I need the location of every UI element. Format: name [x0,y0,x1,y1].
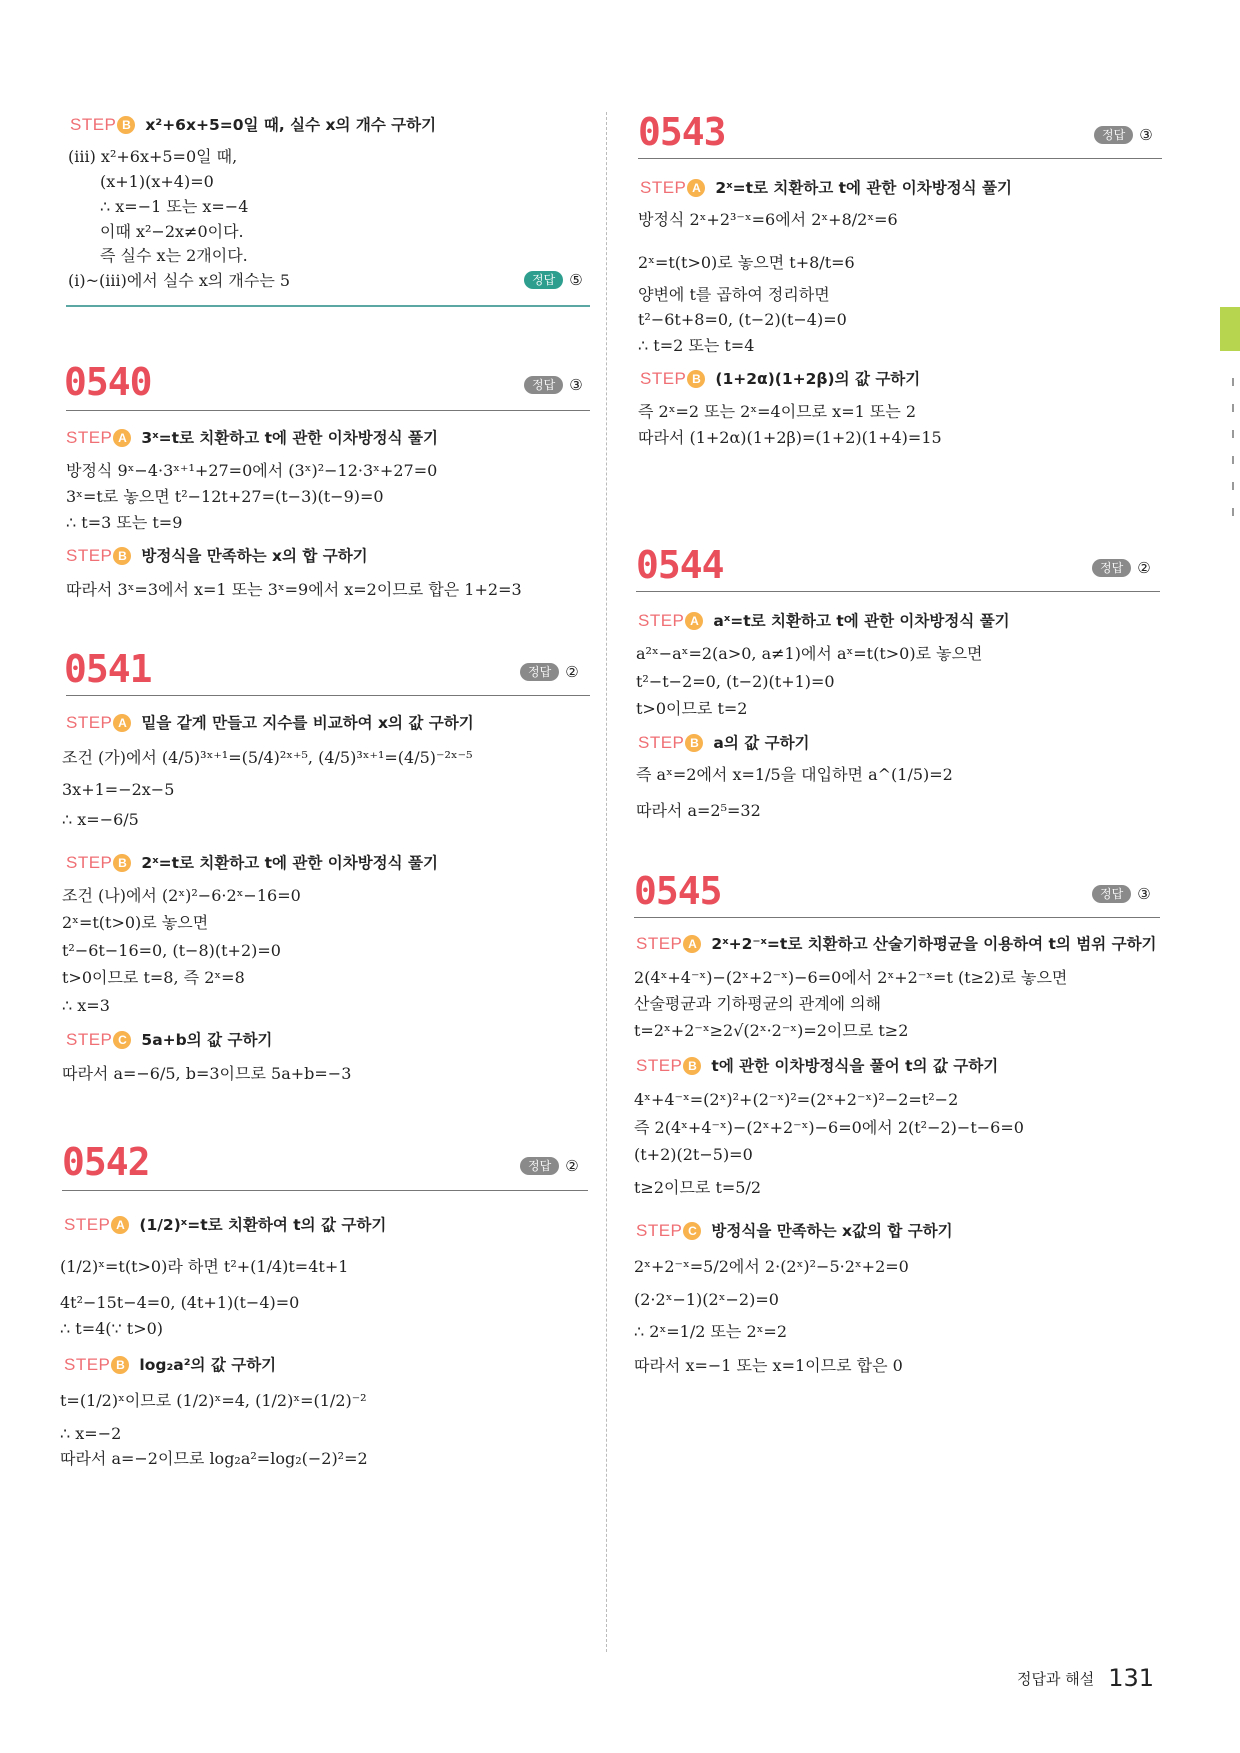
text-line: 4t²−15t−4=0, (4t+1)(t−4)=0 [60,1293,300,1312]
step-b-header: STEP B x²+6x+5=0일 때, 실수 x의 개수 구하기 [70,115,437,134]
text-line: (t+2)(2t−5)=0 [634,1145,753,1164]
answer-badge: 정답 ② [520,1157,579,1175]
header-rule [66,410,590,411]
text-line: 즉 실수 x는 2개이다. [100,246,248,265]
text-line: 양변에 t를 곱하여 정리하면 [638,285,830,304]
header-rule [638,158,1162,159]
answer-badge: 정답 ② [520,663,579,681]
text-line: 2(4ˣ+4⁻ˣ)−(2ˣ+2⁻ˣ)−6=0에서 2ˣ+2⁻ˣ=t (t≥2)로 놓으면 [634,968,1068,987]
text-line: 3x+1=−2x−5 [62,780,175,799]
text-line: (x+1)(x+4)=0 [100,172,214,191]
text-line: (1/2)ˣ=t(t>0)라 하면 t²+(1/4)t=4t+1 [60,1257,349,1276]
problem-number: 0540 [64,360,152,404]
text-line: 즉 2(4ˣ+4⁻ˣ)−(2ˣ+2⁻ˣ)−6=0에서 2(t²−2)−t−6=0 [634,1118,1024,1137]
text-line: ∴ x=−2 [60,1424,122,1443]
text-line: ∴ 2ˣ=1/2 또는 2ˣ=2 [634,1322,788,1341]
text-line: 2ˣ=t(t>0)로 놓으면 [62,913,209,932]
step-b-header: STEP B t에 관한 이차방정식을 풀어 t의 값 구하기 [636,1056,999,1075]
text-line: t²−6t+8=0, (t−2)(t−4)=0 [638,310,847,329]
text-line: a²ˣ−aˣ=2(a>0, a≠1)에서 aˣ=t(t>0)로 놓으면 [636,644,983,663]
page-footer [1017,1664,1154,1692]
problem-number: 0544 [636,543,724,587]
text-line: 방정식 9ˣ−4·3ˣ⁺¹+27=0에서 (3ˣ)²−12·3ˣ+27=0 [66,461,438,480]
step-a-header: STEP A 밑을 같게 만들고 지수를 비교하여 x의 값 구하기 [66,713,474,732]
step-b-header: STEP B 방정식을 만족하는 x의 합 구하기 [66,546,368,565]
text-line: 따라서 3ˣ=3에서 x=1 또는 3ˣ=9에서 x=2이므로 합은 1+2=3 [66,580,522,599]
answer-badge: 정답 ③ [1094,126,1153,144]
section-rule [66,305,590,307]
step-c-header: STEP C 5a+b의 값 구하기 [66,1030,273,1049]
text-line: t²−6t−16=0, (t−8)(t+2)=0 [62,941,281,960]
text-line: 4ˣ+4⁻ˣ=(2ˣ)²+(2⁻ˣ)²=(2ˣ+2⁻ˣ)²−2=t²−2 [634,1090,959,1109]
header-rule [636,591,1160,592]
text-line: 따라서 (1+2α)(1+2β)=(1+2)(1+4)=15 [638,428,942,447]
problem-number: 0545 [634,869,722,913]
text-line: (ⅰ)~(ⅲ)에서 실수 x의 개수는 5 [68,271,291,290]
text-line: 방정식 2ˣ+2³⁻ˣ=6에서 2ˣ+8/2ˣ=6 [638,210,898,229]
step-a-header: STEP A (1/2)ˣ=t로 치환하여 t의 값 구하기 [64,1215,387,1234]
side-marks [1232,378,1234,518]
text-line: t>0이므로 t=2 [636,699,748,718]
text-line: t²−t−2=0, (t−2)(t+1)=0 [636,672,835,691]
text-line: 따라서 a=2⁵=32 [636,801,761,820]
text-line: t≥2이므로 t=5/2 [634,1178,762,1197]
text-line: ∴ t=3 또는 t=9 [66,513,183,532]
text-line: 조건 (나)에서 (2ˣ)²−6·2ˣ−16=0 [62,886,301,905]
text-line: 따라서 a=−2이므로 log₂a²=log₂(−2)²=2 [60,1449,368,1468]
text-line: 2ˣ=t(t>0)로 놓으면 t+8/t=6 [638,253,855,272]
step-b-header: STEP B log₂a²의 값 구하기 [64,1355,277,1374]
text-line: 조건 (가)에서 (4/5)³ˣ⁺¹=(5/4)²ˣ⁺⁵, (4/5)³ˣ⁺¹=(4/5)⁻²ˣ⁻⁵ [62,748,473,767]
problem-number: 0542 [62,1140,150,1184]
answer-badge: 정답 ② [1092,559,1151,577]
text-line: ∴ x=−1 또는 x=−4 [100,197,249,216]
answer-badge: 정답 ③ [1092,885,1151,903]
text-line: 즉 2ˣ=2 또는 2ˣ=4이므로 x=1 또는 2 [638,402,917,421]
side-tab [1220,307,1240,351]
text-line: (ⅲ) x²+6x+5=0일 때, [68,147,238,166]
step-b-header: STEP B (1+2α)(1+2β)의 값 구하기 [640,369,921,388]
step-b-header: STEP B 2ˣ=t로 치환하고 t에 관한 이차방정식 풀기 [66,853,438,872]
text-line: ∴ x=3 [62,996,110,1015]
step-b-header: STEP B a의 값 구하기 [638,733,810,752]
text-line: t>0이므로 t=8, 즉 2ˣ=8 [62,968,245,987]
page-number: 131 [1108,1664,1154,1692]
footer-label: 정답과 해설 [1016,1670,1095,1688]
step-a-header: STEP A 2ˣ+2⁻ˣ=t로 치환하고 산술기하평균을 이용하여 t의 범위 구하기 [636,934,1157,953]
text-line: 산술평균과 기하평균의 관계에 의해 [634,994,882,1013]
column-divider [606,112,607,1652]
header-rule [634,917,1160,918]
text-line: 2ˣ+2⁻ˣ=5/2에서 2·(2ˣ)²−5·2ˣ+2=0 [634,1257,909,1276]
step-c-header: STEP C 방정식을 만족하는 x값의 합 구하기 [636,1221,953,1240]
text-line: ∴ t=2 또는 t=4 [638,336,755,355]
text-line: t=2ˣ+2⁻ˣ≥2√(2ˣ·2⁻ˣ)=2이므로 t≥2 [634,1021,909,1040]
text-line: 3ˣ=t로 놓으면 t²−12t+27=(t−3)(t−9)=0 [66,487,384,506]
text-line: 이때 x²−2x≠0이다. [100,222,244,241]
text-line: 따라서 a=−6/5, b=3이므로 5a+b=−3 [62,1064,352,1083]
step-a-header: STEP A aˣ=t로 치환하고 t에 관한 이차방정식 풀기 [638,611,1010,630]
problem-number: 0543 [638,110,726,154]
answer-badge: 정답 ③ [524,376,583,394]
text-line: ∴ t=4(∵ t>0) [60,1319,164,1338]
header-rule [66,695,590,696]
text-line: t=(1/2)ˣ이므로 (1/2)ˣ=4, (1/2)ˣ=(1/2)⁻² [60,1391,367,1410]
text-line: (2·2ˣ−1)(2ˣ−2)=0 [634,1290,779,1309]
step-a-header: STEP A 3ˣ=t로 치환하고 t에 관한 이차방정식 풀기 [66,428,438,447]
header-rule [62,1190,588,1191]
text-line: ∴ x=−6/5 [62,810,139,829]
step-a-header: STEP A 2ˣ=t로 치환하고 t에 관한 이차방정식 풀기 [640,178,1012,197]
text-line: 따라서 x=−1 또는 x=1이므로 합은 0 [634,1356,903,1375]
answer-badge: 정답 ⑤ [524,271,583,289]
text-line: 즉 aˣ=2에서 x=1/5을 대입하면 a^(1/5)=2 [636,765,953,784]
problem-number: 0541 [64,647,152,691]
